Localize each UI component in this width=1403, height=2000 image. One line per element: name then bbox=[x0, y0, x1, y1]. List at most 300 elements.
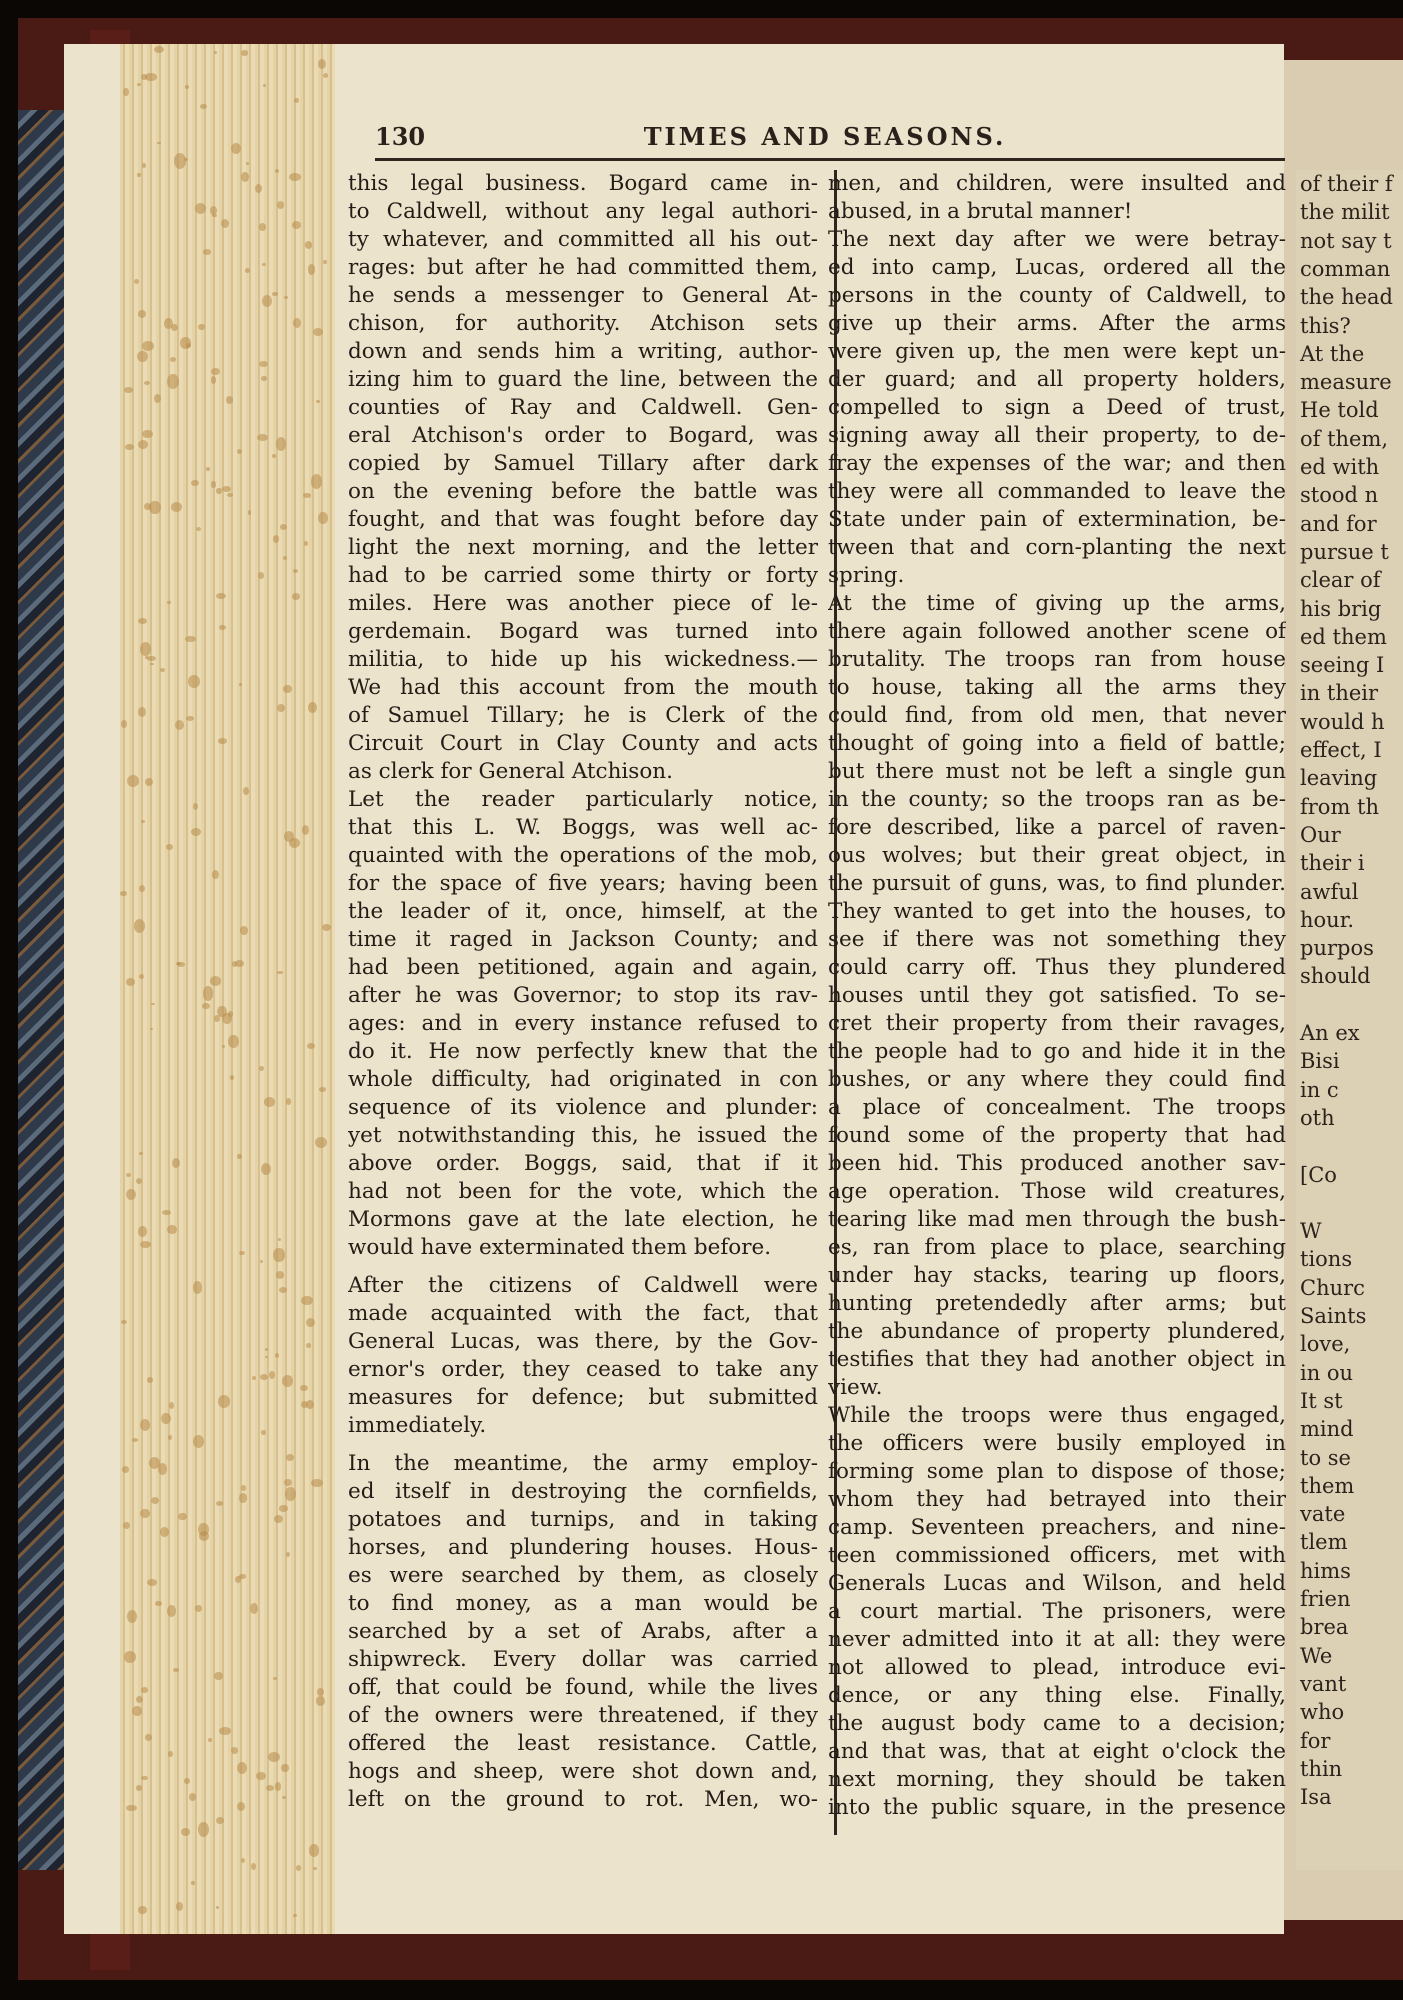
text-line: give up their arms. After the arms bbox=[828, 311, 1286, 336]
foxing-spot bbox=[147, 1377, 152, 1383]
foxing-spot bbox=[261, 376, 267, 380]
foxing-spot bbox=[151, 1497, 159, 1504]
foxing-spot bbox=[293, 569, 298, 573]
foxing-spot bbox=[275, 1782, 281, 1791]
foxing-spot bbox=[284, 1479, 292, 1486]
text-line: immediately. bbox=[348, 1413, 487, 1438]
facing-page-line: ed them bbox=[1300, 624, 1387, 649]
foxing-spot bbox=[289, 173, 301, 181]
text-line: signing away all their property, to de- bbox=[828, 423, 1286, 448]
foxing-spot bbox=[277, 704, 285, 712]
text-line: militia, to hide up his wickedness.— bbox=[348, 647, 818, 672]
foxing-spot bbox=[216, 488, 221, 495]
facing-page-line: stood n bbox=[1300, 483, 1379, 508]
foxing-spot bbox=[210, 976, 222, 986]
foxing-spot bbox=[313, 1867, 318, 1870]
foxing-spot bbox=[145, 778, 153, 786]
text-line bbox=[348, 1440, 818, 1450]
foxing-spot bbox=[191, 1881, 194, 1884]
facing-page-line: for bbox=[1300, 1728, 1331, 1753]
foxing-spot bbox=[144, 381, 150, 385]
text-line: dence, or any thing else. Finally, bbox=[828, 1683, 1286, 1708]
text-line: for the space of five years; having been bbox=[348, 871, 818, 896]
facing-page-line: Our bbox=[1300, 822, 1341, 847]
foxing-spot bbox=[307, 1043, 316, 1049]
foxing-spot bbox=[308, 702, 317, 713]
foxing-spot bbox=[139, 885, 145, 892]
facing-page-line: frien bbox=[1300, 1587, 1351, 1611]
foxing-spot bbox=[171, 502, 182, 512]
foxing-spot bbox=[239, 1574, 246, 1578]
facing-page-line: measure bbox=[1300, 370, 1392, 395]
facing-page-line: mind bbox=[1300, 1417, 1354, 1442]
foxing-spot bbox=[318, 59, 326, 69]
foxing-spot bbox=[265, 1356, 268, 1358]
text-line: of the owners were threatened, if they bbox=[348, 1703, 818, 1728]
foxing-spot bbox=[306, 1343, 312, 1348]
foxing-spot bbox=[121, 720, 126, 727]
text-line: testifies that they had another object in bbox=[828, 1347, 1286, 1372]
facing-page-line: clear of bbox=[1300, 568, 1381, 593]
facing-page-line: in c bbox=[1300, 1077, 1339, 1102]
text-line: spring. bbox=[828, 563, 905, 588]
foxing-spot bbox=[264, 1097, 276, 1107]
foxing-spot bbox=[184, 1778, 190, 1783]
text-line: While the troops were thus engaged, bbox=[828, 1403, 1286, 1428]
foxing-spot bbox=[134, 919, 145, 933]
text-line: es, ran from place to place, searching bbox=[828, 1235, 1286, 1260]
foxing-spot bbox=[239, 1493, 247, 1502]
foxing-spot bbox=[292, 221, 301, 229]
foxing-spot bbox=[317, 1688, 324, 1696]
text-line: fought, and that was fought before day bbox=[348, 507, 818, 532]
text-line: would have exterminated them before. bbox=[348, 1235, 772, 1260]
foxing-spot bbox=[203, 249, 212, 255]
text-line: After the citizens of Caldwell were bbox=[348, 1273, 818, 1298]
text-line: In the meantime, the army employ- bbox=[348, 1451, 818, 1476]
foxing-spot bbox=[166, 844, 173, 850]
foxing-spot bbox=[306, 1318, 315, 1327]
facing-page-line: the milit bbox=[1300, 200, 1390, 225]
foxing-spot bbox=[132, 1706, 141, 1717]
text-line: ed itself in destroying the cornfields, bbox=[348, 1479, 818, 1504]
foxing-spot bbox=[286, 1098, 291, 1105]
facing-page-line: this? bbox=[1300, 313, 1351, 338]
foxing-spot bbox=[273, 1248, 284, 1263]
foxing-spot bbox=[311, 1479, 322, 1487]
foxing-spot bbox=[241, 50, 248, 55]
foxing-spot bbox=[211, 376, 216, 383]
facing-page-line: We bbox=[1300, 1643, 1333, 1668]
foxing-spot bbox=[278, 1238, 281, 1241]
foxing-spot bbox=[208, 1738, 212, 1741]
foxing-spot bbox=[269, 1371, 276, 1380]
foxing-spot bbox=[272, 454, 276, 459]
facing-page-line: from th bbox=[1300, 794, 1380, 819]
facing-page-line: tions bbox=[1300, 1247, 1353, 1272]
foxing-spot bbox=[239, 683, 242, 686]
foxing-spot bbox=[134, 279, 139, 284]
running-title: TIMES AND SEASONS. bbox=[643, 122, 1007, 151]
foxing-spot bbox=[260, 1260, 263, 1263]
foxing-spot bbox=[237, 1154, 242, 1160]
text-line: ed into camp, Lucas, ordered all the bbox=[828, 255, 1286, 280]
text-line: next morning, they should be taken bbox=[828, 1767, 1286, 1792]
foxing-spot bbox=[276, 437, 286, 452]
text-line: the pursuit of guns, was, to find plunder. bbox=[828, 871, 1286, 896]
facing-page-line: Saints bbox=[1300, 1304, 1367, 1328]
foxing-spot bbox=[237, 449, 242, 454]
foxing-spot bbox=[227, 493, 233, 497]
text-line: a court martial. The prisoners, were bbox=[828, 1599, 1286, 1624]
text-line: but there must not be left a single gun bbox=[828, 759, 1286, 784]
text-line: men, and children, were insulted and bbox=[828, 171, 1286, 196]
text-line: whole difficulty, had originated in con bbox=[348, 1067, 818, 1092]
foxing-spot bbox=[293, 318, 301, 328]
text-line: to house, taking all the arms they bbox=[828, 675, 1286, 700]
foxing-spot bbox=[309, 1844, 319, 1856]
text-line: whom they had betrayed into their bbox=[828, 1487, 1286, 1512]
foxing-spot bbox=[189, 1793, 196, 1801]
facing-page-line: tlem bbox=[1300, 1530, 1348, 1555]
text-line: could find, from old men, that never bbox=[828, 703, 1286, 728]
text-line: they were all commanded to leave the bbox=[828, 479, 1286, 504]
text-line: cret their property from their ravages, bbox=[828, 1011, 1286, 1036]
facing-page-line: W bbox=[1300, 1219, 1322, 1244]
left-column bbox=[348, 170, 818, 1814]
foxing-spot bbox=[316, 1696, 326, 1706]
foxing-spot bbox=[228, 1035, 238, 1047]
foxing-spot bbox=[305, 241, 312, 248]
text-line: tween that and corn-planting the next bbox=[828, 535, 1286, 560]
foxing-spot bbox=[281, 1764, 288, 1773]
text-line: der guard; and all property holders, bbox=[828, 367, 1286, 392]
foxing-spot bbox=[260, 1374, 268, 1380]
foxing-spot bbox=[191, 828, 201, 836]
foxing-spot bbox=[141, 74, 146, 80]
foxing-spot bbox=[257, 434, 268, 441]
foxing-spot bbox=[313, 328, 323, 336]
text-line: and that was, that at eight o'clock the bbox=[828, 1739, 1286, 1764]
text-line: to Caldwell, without any legal authori- bbox=[348, 199, 818, 224]
foxing-spot bbox=[303, 493, 311, 498]
text-line: had to be carried some thirty or forty bbox=[348, 563, 818, 588]
text-line: Generals Lucas and Wilson, and held bbox=[828, 1571, 1286, 1596]
text-line: abused, in a brutal manner! bbox=[828, 199, 1133, 224]
text-line: counties of Ray and Caldwell. Gen- bbox=[348, 395, 818, 420]
foxing-spot bbox=[255, 184, 262, 194]
right-column bbox=[828, 170, 1286, 1822]
foxing-spot bbox=[167, 374, 179, 389]
foxing-spot bbox=[274, 1515, 283, 1523]
foxing-spot bbox=[289, 838, 300, 848]
facing-page-line: in their bbox=[1300, 681, 1379, 706]
foxing-spot bbox=[294, 98, 298, 103]
text-line: were given up, the men were kept un- bbox=[828, 339, 1286, 364]
text-line: horses, and plundering houses. Hous- bbox=[348, 1535, 818, 1560]
foxing-spot bbox=[193, 1281, 202, 1293]
foxing-spot bbox=[212, 870, 219, 879]
foxing-spot bbox=[277, 971, 283, 975]
foxing-spot bbox=[141, 820, 145, 823]
foxing-spot bbox=[316, 400, 320, 404]
foxing-spot bbox=[319, 1087, 326, 1092]
foxing-spot bbox=[198, 324, 205, 331]
text-line: sequence of its violence and plunder: bbox=[348, 1095, 818, 1120]
facing-page-line: pursue t bbox=[1300, 539, 1389, 564]
foxing-spot bbox=[265, 1348, 268, 1351]
text-line: es were searched by them, as closely bbox=[348, 1563, 818, 1588]
facing-page-line: He told bbox=[1300, 398, 1379, 423]
foxing-spot bbox=[277, 201, 284, 209]
facing-page-line: awful bbox=[1300, 879, 1359, 904]
foxing-spot bbox=[173, 1668, 179, 1672]
foxing-spot bbox=[136, 1178, 142, 1184]
foxing-spot bbox=[200, 104, 207, 109]
foxing-spot bbox=[286, 1454, 294, 1461]
foxing-spot bbox=[147, 1579, 157, 1586]
text-line: shipwreck. Every dollar was carried bbox=[348, 1647, 818, 1672]
page-header bbox=[375, 122, 1290, 158]
page-gutter bbox=[120, 44, 335, 1934]
foxing-spot bbox=[230, 1075, 234, 1080]
foxing-spot bbox=[145, 73, 157, 82]
text-line: found some of the property that had bbox=[828, 1123, 1286, 1148]
foxing-spot bbox=[195, 1605, 202, 1612]
facing-page-line: oth bbox=[1300, 1105, 1335, 1130]
text-line: could carry off. Thus they plundered bbox=[828, 955, 1286, 980]
text-line: ernor's order, they ceased to take any bbox=[348, 1357, 818, 1382]
text-line bbox=[348, 1262, 818, 1272]
foxing-spot bbox=[261, 1430, 266, 1435]
text-line: do it. He now perfectly knew that the bbox=[348, 1039, 818, 1064]
foxing-spot bbox=[140, 1241, 152, 1248]
foxing-spot bbox=[176, 1902, 183, 1911]
foxing-spot bbox=[195, 203, 206, 214]
foxing-spot bbox=[218, 738, 227, 743]
facing-page-line: Bisi bbox=[1300, 1049, 1340, 1074]
foxing-spot bbox=[167, 601, 171, 604]
foxing-spot bbox=[231, 1747, 238, 1753]
foxing-spot bbox=[252, 1376, 256, 1380]
foxing-spot bbox=[193, 803, 198, 810]
text-line: into the public square, in the presence bbox=[828, 1795, 1286, 1820]
text-line: a place of concealment. The troops bbox=[828, 1095, 1286, 1120]
foxing-spot bbox=[306, 1400, 314, 1410]
foxing-spot bbox=[301, 1296, 313, 1306]
text-line: quainted with the operations of the mob, bbox=[348, 843, 818, 868]
foxing-spot bbox=[311, 474, 323, 488]
foxing-spot bbox=[141, 1776, 148, 1780]
foxing-spot bbox=[155, 1601, 162, 1605]
foxing-spot bbox=[283, 685, 292, 693]
foxing-spot bbox=[191, 480, 199, 486]
facing-page-line: who bbox=[1300, 1700, 1345, 1725]
foxing-spot bbox=[250, 1603, 258, 1614]
facing-page-line: Churc bbox=[1300, 1275, 1365, 1300]
facing-page-line: hour. bbox=[1300, 907, 1355, 932]
foxing-spot bbox=[286, 1552, 290, 1557]
facing-page-line: leaving bbox=[1300, 766, 1378, 791]
foxing-spot bbox=[322, 924, 331, 931]
text-line: the abundance of property plundered, bbox=[828, 1319, 1286, 1344]
facing-page bbox=[1296, 170, 1403, 1870]
foxing-spot bbox=[160, 1527, 169, 1537]
foxing-spot bbox=[243, 787, 249, 795]
text-line: he sends a messenger to General At- bbox=[348, 283, 818, 308]
facing-page-line: his brig bbox=[1300, 596, 1382, 621]
foxing-spot bbox=[168, 1435, 173, 1440]
text-line: under hay stacks, tearing up floors, bbox=[828, 1263, 1286, 1288]
text-line: yet notwithstanding this, he issued the bbox=[348, 1123, 818, 1148]
header-rule bbox=[375, 158, 1285, 161]
text-line: on the evening before the battle was bbox=[348, 479, 818, 504]
foxing-spot bbox=[123, 1522, 130, 1529]
foxing-spot bbox=[168, 1751, 173, 1757]
facing-page-line: It st bbox=[1300, 1388, 1343, 1413]
foxing-spot bbox=[139, 974, 144, 979]
text-line: potatoes and turnips, and in taking bbox=[348, 1507, 818, 1532]
text-line: We had this account from the mouth bbox=[348, 675, 818, 700]
foxing-spot bbox=[140, 1509, 149, 1519]
foxing-spot bbox=[308, 264, 315, 274]
text-line: hogs and sheep, were shot down and, bbox=[348, 1759, 818, 1784]
text-line: never admitted into it at all: they were bbox=[828, 1627, 1286, 1652]
facing-page-line: and for bbox=[1300, 511, 1377, 536]
facing-page-line: of their f bbox=[1300, 172, 1393, 196]
text-line: been hid. This produced another sav- bbox=[828, 1151, 1286, 1176]
facing-page-line: thin bbox=[1300, 1756, 1343, 1781]
foxing-spot bbox=[211, 368, 220, 375]
foxing-spot bbox=[258, 572, 265, 579]
foxing-spot bbox=[272, 292, 277, 296]
foxing-spot bbox=[226, 396, 233, 404]
foxing-spot bbox=[167, 1605, 176, 1617]
foxing-spot bbox=[241, 172, 249, 182]
foxing-spot bbox=[323, 73, 328, 78]
text-line: had been petitioned, again and again, bbox=[348, 955, 818, 980]
foxing-spot bbox=[141, 1687, 149, 1693]
foxing-spot bbox=[138, 310, 146, 318]
foxing-spot bbox=[149, 1457, 160, 1469]
foxing-spot bbox=[170, 357, 176, 362]
text-line: that this L. W. Boggs, was well ac- bbox=[348, 815, 818, 840]
foxing-spot bbox=[138, 618, 147, 624]
facing-page-line: hims bbox=[1300, 1558, 1351, 1583]
text-line: izing him to guard the line, between the bbox=[348, 367, 818, 392]
text-line: At the time of giving up the arms, bbox=[828, 591, 1286, 616]
foxing-spot bbox=[219, 625, 226, 630]
facing-page-line: vate bbox=[1300, 1502, 1346, 1527]
foxing-spot bbox=[261, 1163, 272, 1176]
foxing-spot bbox=[206, 467, 210, 471]
foxing-spot bbox=[293, 1914, 298, 1917]
foxing-spot bbox=[198, 1822, 209, 1837]
foxing-spot bbox=[282, 1796, 286, 1799]
facing-page-line: [Co bbox=[1300, 1162, 1337, 1187]
foxing-spot bbox=[193, 1435, 204, 1448]
text-line: see if there was not something they bbox=[828, 927, 1286, 952]
foxing-spot bbox=[126, 1189, 136, 1200]
text-line: compelled to sign a Deed of trust, bbox=[828, 395, 1286, 420]
text-line: light the next morning, and the letter bbox=[348, 535, 818, 560]
foxing-spot bbox=[273, 535, 279, 543]
foxing-spot bbox=[185, 636, 197, 643]
foxing-spot bbox=[304, 541, 308, 546]
foxing-spot bbox=[138, 440, 148, 450]
foxing-spot bbox=[248, 510, 251, 514]
text-line: offered the least resistance. Cattle, bbox=[348, 1731, 818, 1756]
page-number: 130 bbox=[375, 122, 426, 151]
text-line: this legal business. Bogard came in- bbox=[348, 171, 818, 196]
text-line: had not been for the vote, which the bbox=[348, 1179, 818, 1204]
foxing-spot bbox=[241, 1858, 245, 1863]
text-line: left on the ground to rot. Men, wo- bbox=[348, 1787, 818, 1812]
text-line: ages: and in every instance refused to bbox=[348, 1011, 818, 1036]
foxing-spot bbox=[279, 1505, 289, 1512]
foxing-spot bbox=[127, 1610, 137, 1623]
facing-page-line: them bbox=[1300, 1473, 1355, 1498]
foxing-spot bbox=[137, 351, 148, 363]
foxing-spot bbox=[222, 1013, 232, 1024]
foxing-spot bbox=[262, 295, 272, 307]
foxing-spot bbox=[296, 1865, 301, 1872]
foxing-spot bbox=[136, 1785, 142, 1790]
text-line: teen commissioned officers, met with bbox=[828, 1543, 1286, 1568]
facing-page-line: At the bbox=[1300, 341, 1365, 366]
foxing-spot bbox=[124, 387, 133, 392]
foxing-spot bbox=[142, 430, 153, 438]
foxing-spot bbox=[240, 926, 247, 935]
foxing-spot bbox=[268, 1752, 280, 1763]
foxing-spot bbox=[121, 1320, 127, 1324]
text-line: General Lucas, was there, by the Gov- bbox=[348, 1329, 818, 1354]
facing-page-line: comman bbox=[1300, 256, 1391, 281]
foxing-spot bbox=[302, 825, 309, 835]
foxing-spot bbox=[157, 142, 161, 145]
foxing-spot bbox=[259, 1066, 264, 1071]
foxing-spot bbox=[138, 707, 146, 718]
text-line: as clerk for General Atchison. bbox=[348, 759, 673, 784]
foxing-spot bbox=[239, 1251, 246, 1256]
foxing-spot bbox=[127, 775, 139, 787]
foxing-spot bbox=[219, 1727, 231, 1735]
foxing-spot bbox=[167, 1225, 177, 1235]
foxing-spot bbox=[245, 268, 250, 273]
text-line: searched by a set of Arabs, after a bbox=[348, 1619, 818, 1644]
text-line: The next day after we were betray- bbox=[828, 227, 1286, 252]
facing-page-line: would h bbox=[1300, 709, 1385, 734]
text-line: They wanted to get into the houses, to bbox=[828, 899, 1286, 924]
foxing-spot bbox=[150, 663, 154, 666]
foxing-spot bbox=[246, 162, 249, 165]
text-line: the leader of it, once, himself, at the bbox=[348, 899, 818, 924]
foxing-spot bbox=[132, 1438, 138, 1442]
text-line: not allowed to plead, introduce evi- bbox=[828, 1655, 1286, 1680]
foxing-spot bbox=[138, 1226, 147, 1238]
foxing-spot bbox=[283, 556, 287, 560]
foxing-spot bbox=[137, 83, 142, 86]
foxing-spot bbox=[185, 85, 190, 90]
foxing-spot bbox=[292, 593, 300, 599]
text-line: measures for defence; but submitted bbox=[348, 1385, 818, 1410]
foxing-spot bbox=[266, 1785, 274, 1791]
facing-page-line: purpos bbox=[1300, 936, 1374, 961]
facing-page-line: vant bbox=[1300, 1671, 1347, 1696]
text-line: miles. Here was another piece of le- bbox=[348, 591, 818, 616]
foxing-spot bbox=[122, 1466, 129, 1473]
text-line: of Samuel Tillary; he is Clerk of the bbox=[348, 703, 818, 728]
